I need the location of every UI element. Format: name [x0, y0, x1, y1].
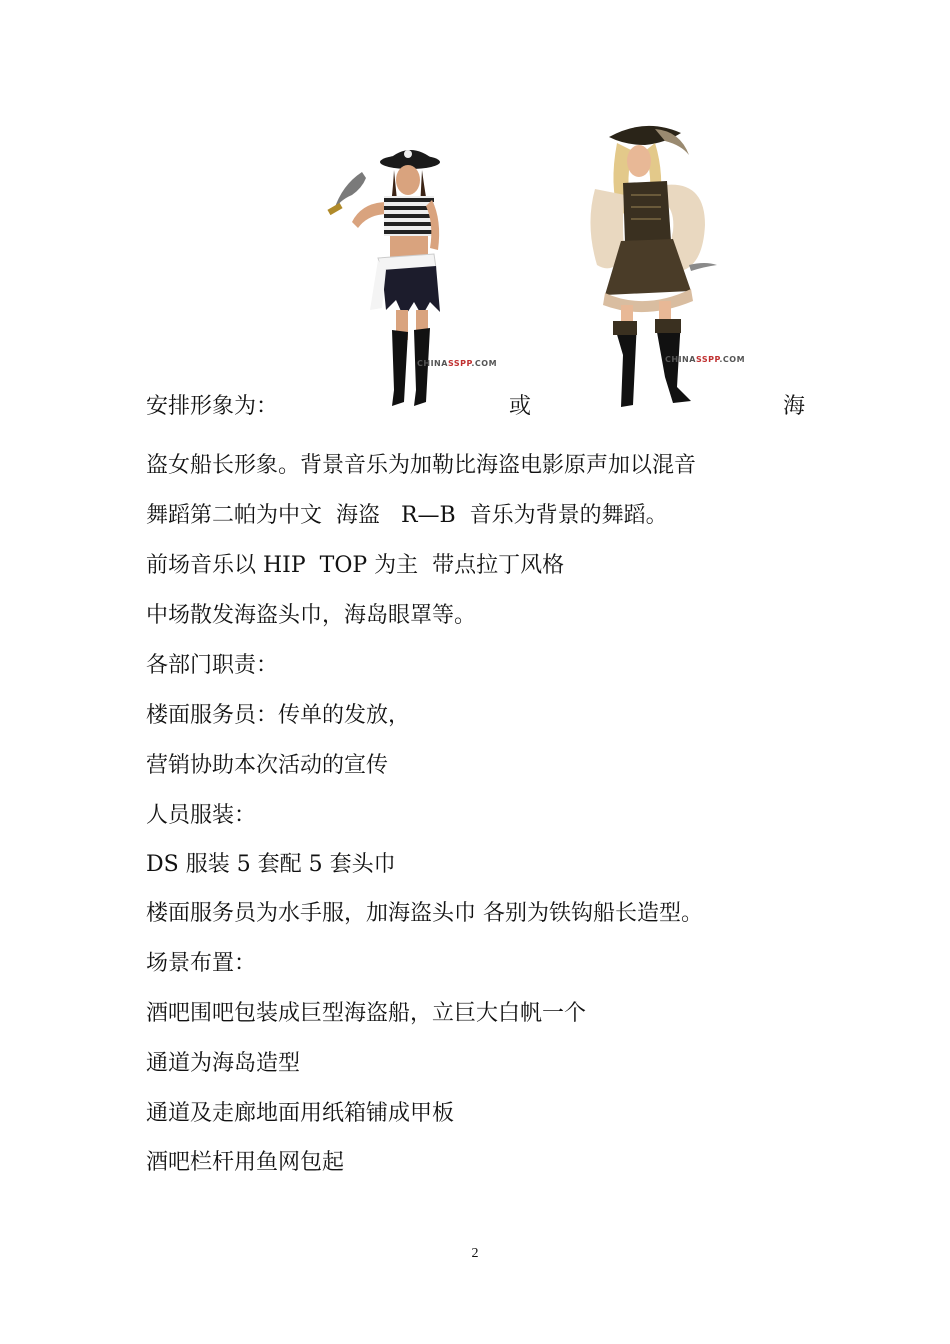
body-line: 营销协助本次活动的宣传: [146, 753, 389, 778]
body-line: 通道及走廊地面用纸箱铺成甲板: [146, 1101, 455, 1126]
intro-or: 或: [509, 394, 532, 419]
body-line: 酒吧围吧包装成巨型海盗船，立巨大白帆一个: [146, 1001, 587, 1026]
pirate-costume-image-1: [322, 140, 497, 412]
body-line: 楼面服务员：传单的发放，: [146, 703, 411, 728]
intro-hai: 海: [783, 394, 806, 419]
body-line: 中场散发海盗头巾，海岛眼罩等。: [146, 603, 477, 628]
intro-label: 安排形象为：: [146, 394, 279, 419]
body-line: 楼面服务员为水手服，加海盗头巾 各别为铁钩船长造型。: [146, 901, 703, 926]
page-number: 2: [471, 1246, 479, 1261]
body-line: 盗女船长形象。背景音乐为加勒比海盗电影原声加以混音: [146, 453, 697, 478]
section-heading: 人员服装：: [146, 803, 257, 828]
watermark-1: CHINASSPP.COM: [417, 359, 498, 368]
pirate-costume-image-2: [585, 115, 775, 411]
section-heading: 场景布置：: [146, 951, 257, 976]
body-line: 酒吧栏杆用鱼网包起: [146, 1150, 345, 1175]
watermark-2: CHINASSPP.COM: [665, 355, 746, 364]
body-line: 舞蹈第二帕为中文 海盗 R—B 音乐为背景的舞蹈。: [146, 503, 668, 528]
section-heading: 各部门职责：: [146, 653, 279, 678]
body-line: DS 服装 5 套配 5 套头巾: [146, 852, 396, 877]
body-line: 前场音乐以 HIP TOP 为主 带点拉丁风格: [146, 553, 565, 578]
body-line: 通道为海岛造型: [146, 1051, 301, 1076]
